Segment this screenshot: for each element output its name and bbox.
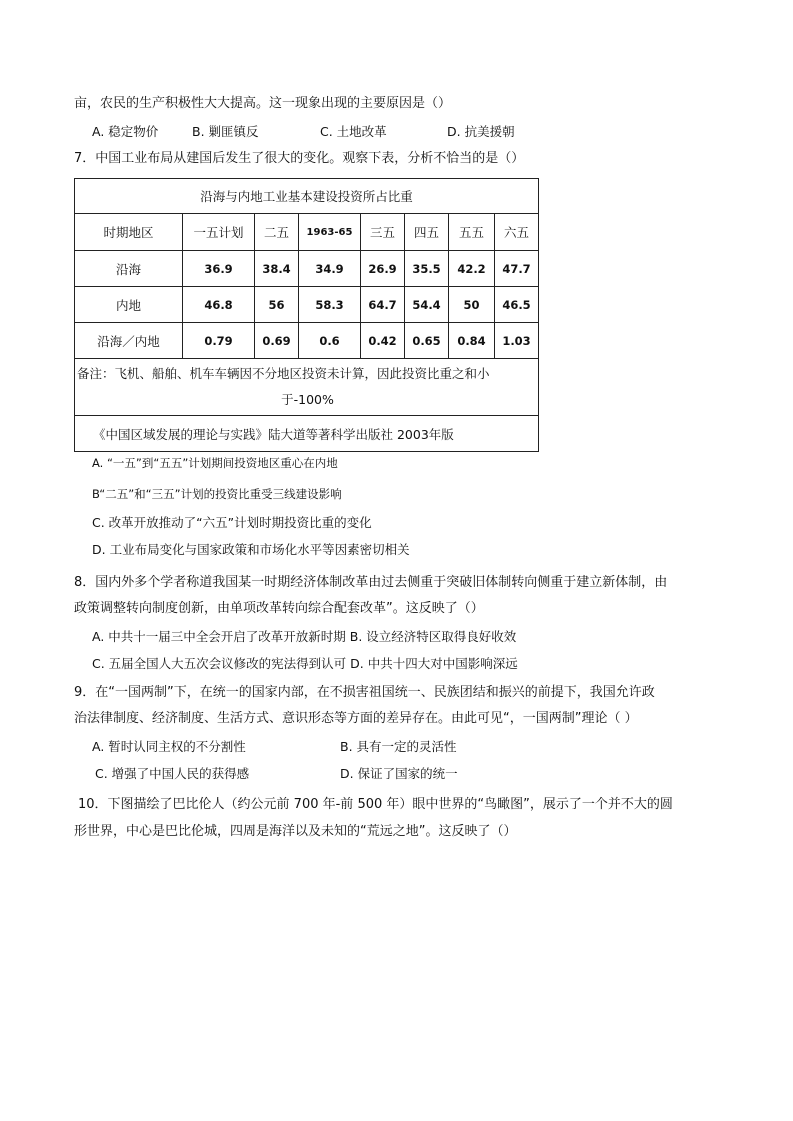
q7-option-b: B“二五”和“三五”计划的投资比重受三线建设影响 [92, 487, 342, 501]
table-cell: 1.03 [495, 323, 539, 359]
table-header-cell: 时期地区 [75, 214, 183, 251]
q10-stem-line1: 10．下图描绘了巴比伦人（约公元前 700 年-前 500 年）眼中世界的“鸟瞰图”，展示了一个并不大的圆 [78, 797, 673, 812]
table-cell: 0.42 [361, 323, 405, 359]
table-source-row [75, 416, 539, 452]
q6-stem-tail: 亩，农民的生产积极性大大提高。这一现象出现的主要原因是（） [74, 96, 452, 111]
table-cell: 50 [449, 287, 495, 323]
q9-option-b: B. 具有一定的灵活性 [340, 739, 457, 754]
q6-option-a: A. 稳定物价 [92, 124, 159, 139]
q9-stem-line2: 治法律制度、经济制度、生活方式、意识形态等方面的差异存在。由此可见“，一国两制”理论（ ） [74, 711, 638, 726]
q7-stem: 7．中国工业布局从建国后发生了很大的变化。观察下表，分析不恰当的是（） [74, 151, 525, 166]
table-cell: 0.6 [299, 323, 361, 359]
table-cell: 0.84 [449, 323, 495, 359]
table-cell: 35.5 [405, 251, 449, 287]
table-cell: 58.3 [299, 287, 361, 323]
table-cell: 0.79 [183, 323, 255, 359]
q6-option-c: C. 土地改革 [320, 124, 387, 139]
q6-option-b: B. 剿匪镇反 [192, 124, 259, 139]
table-note-line1: 备注：飞机、船舶、机车车辆因不分地区投资未计算，因此投资比重之和小 [77, 366, 490, 381]
table-source: 《中国区域发展的理论与实践》陆大道等著科学出版社 2003年版 [75, 416, 539, 452]
table-note-line2: 于-100% [281, 392, 334, 407]
q7-option-c: C. 改革开放推动了“六五”计划时期投资比重的变化 [92, 515, 372, 530]
table-header-cell: 三五 [361, 214, 405, 251]
table-row [75, 323, 539, 359]
q9-stem-line1: 9．在“一国两制”下，在统一的国家内部，在不损害祖国统一、民族团结和振兴的前提下，我国允许政 [74, 685, 655, 700]
investment-table [74, 178, 539, 452]
table-cell: 47.7 [495, 251, 539, 287]
table-cell: 42.2 [449, 251, 495, 287]
q8-stem-line1: 8．国内外多个学者称道我国某一时期经济体制改革由过去侧重于突破旧体制转向侧重于建立新体制，由 [74, 575, 668, 590]
table-cell: 0.69 [255, 323, 299, 359]
table-cell: 54.4 [405, 287, 449, 323]
q7-option-d: D. 工业布局变化与国家政策和市场化水平等因素密切相关 [92, 542, 410, 557]
table-cell: 38.4 [255, 251, 299, 287]
q9-option-c: C. 增强了中国人民的获得感 [95, 766, 250, 781]
table-header-cell: 六五 [495, 214, 539, 251]
q7-option-a: A. “一五”到“五五”计划期间投资地区重心在内地 [92, 456, 338, 470]
q8-options-line1: A. 中共十一届三中全会开启了改革开放新时期 B. 设立经济特区取得良好收效 [92, 629, 517, 644]
q8-stem-line2: 政策调整转向制度创新，由单项改革转向综合配套改革”。这反映了（） [74, 601, 484, 616]
table-cell: 34.9 [299, 251, 361, 287]
table-cell: 56 [255, 287, 299, 323]
table-row [75, 287, 539, 323]
table-cell: 46.8 [183, 287, 255, 323]
table-note-row [75, 359, 539, 416]
table-header-row [75, 214, 539, 251]
table-row-label: 沿海／内地 [75, 323, 183, 359]
table-cell: 36.9 [183, 251, 255, 287]
table-cell: 0.65 [405, 323, 449, 359]
q9-option-d: D. 保证了国家的统一 [340, 766, 458, 781]
table-title: 沿海与内地工业基本建设投资所占比重 [75, 179, 539, 214]
table-row-label: 沿海 [75, 251, 183, 287]
table-note [75, 359, 539, 416]
q8-options-line2: C. 五届全国人大五次会议修改的宪法得到认可 D. 中共十四大对中国影响深远 [92, 656, 518, 671]
table-header-cell: 四五 [405, 214, 449, 251]
table-cell: 64.7 [361, 287, 405, 323]
q9-option-a: A. 暂时认同主权的不分割性 [92, 739, 246, 754]
table-header-cell: 一五计划 [183, 214, 255, 251]
table-row [75, 251, 539, 287]
table-cell: 46.5 [495, 287, 539, 323]
table-row-label: 内地 [75, 287, 183, 323]
q10-stem-line2: 形世界，中心是巴比伦城，四周是海洋以及未知的“荒远之地”。这反映了（） [74, 824, 517, 839]
table-cell: 26.9 [361, 251, 405, 287]
table-header-cell: 五五 [449, 214, 495, 251]
table-header-cell: 二五 [255, 214, 299, 251]
table-header-cell: 1963-65 [299, 214, 361, 251]
q6-option-d: D. 抗美援朝 [447, 124, 515, 139]
